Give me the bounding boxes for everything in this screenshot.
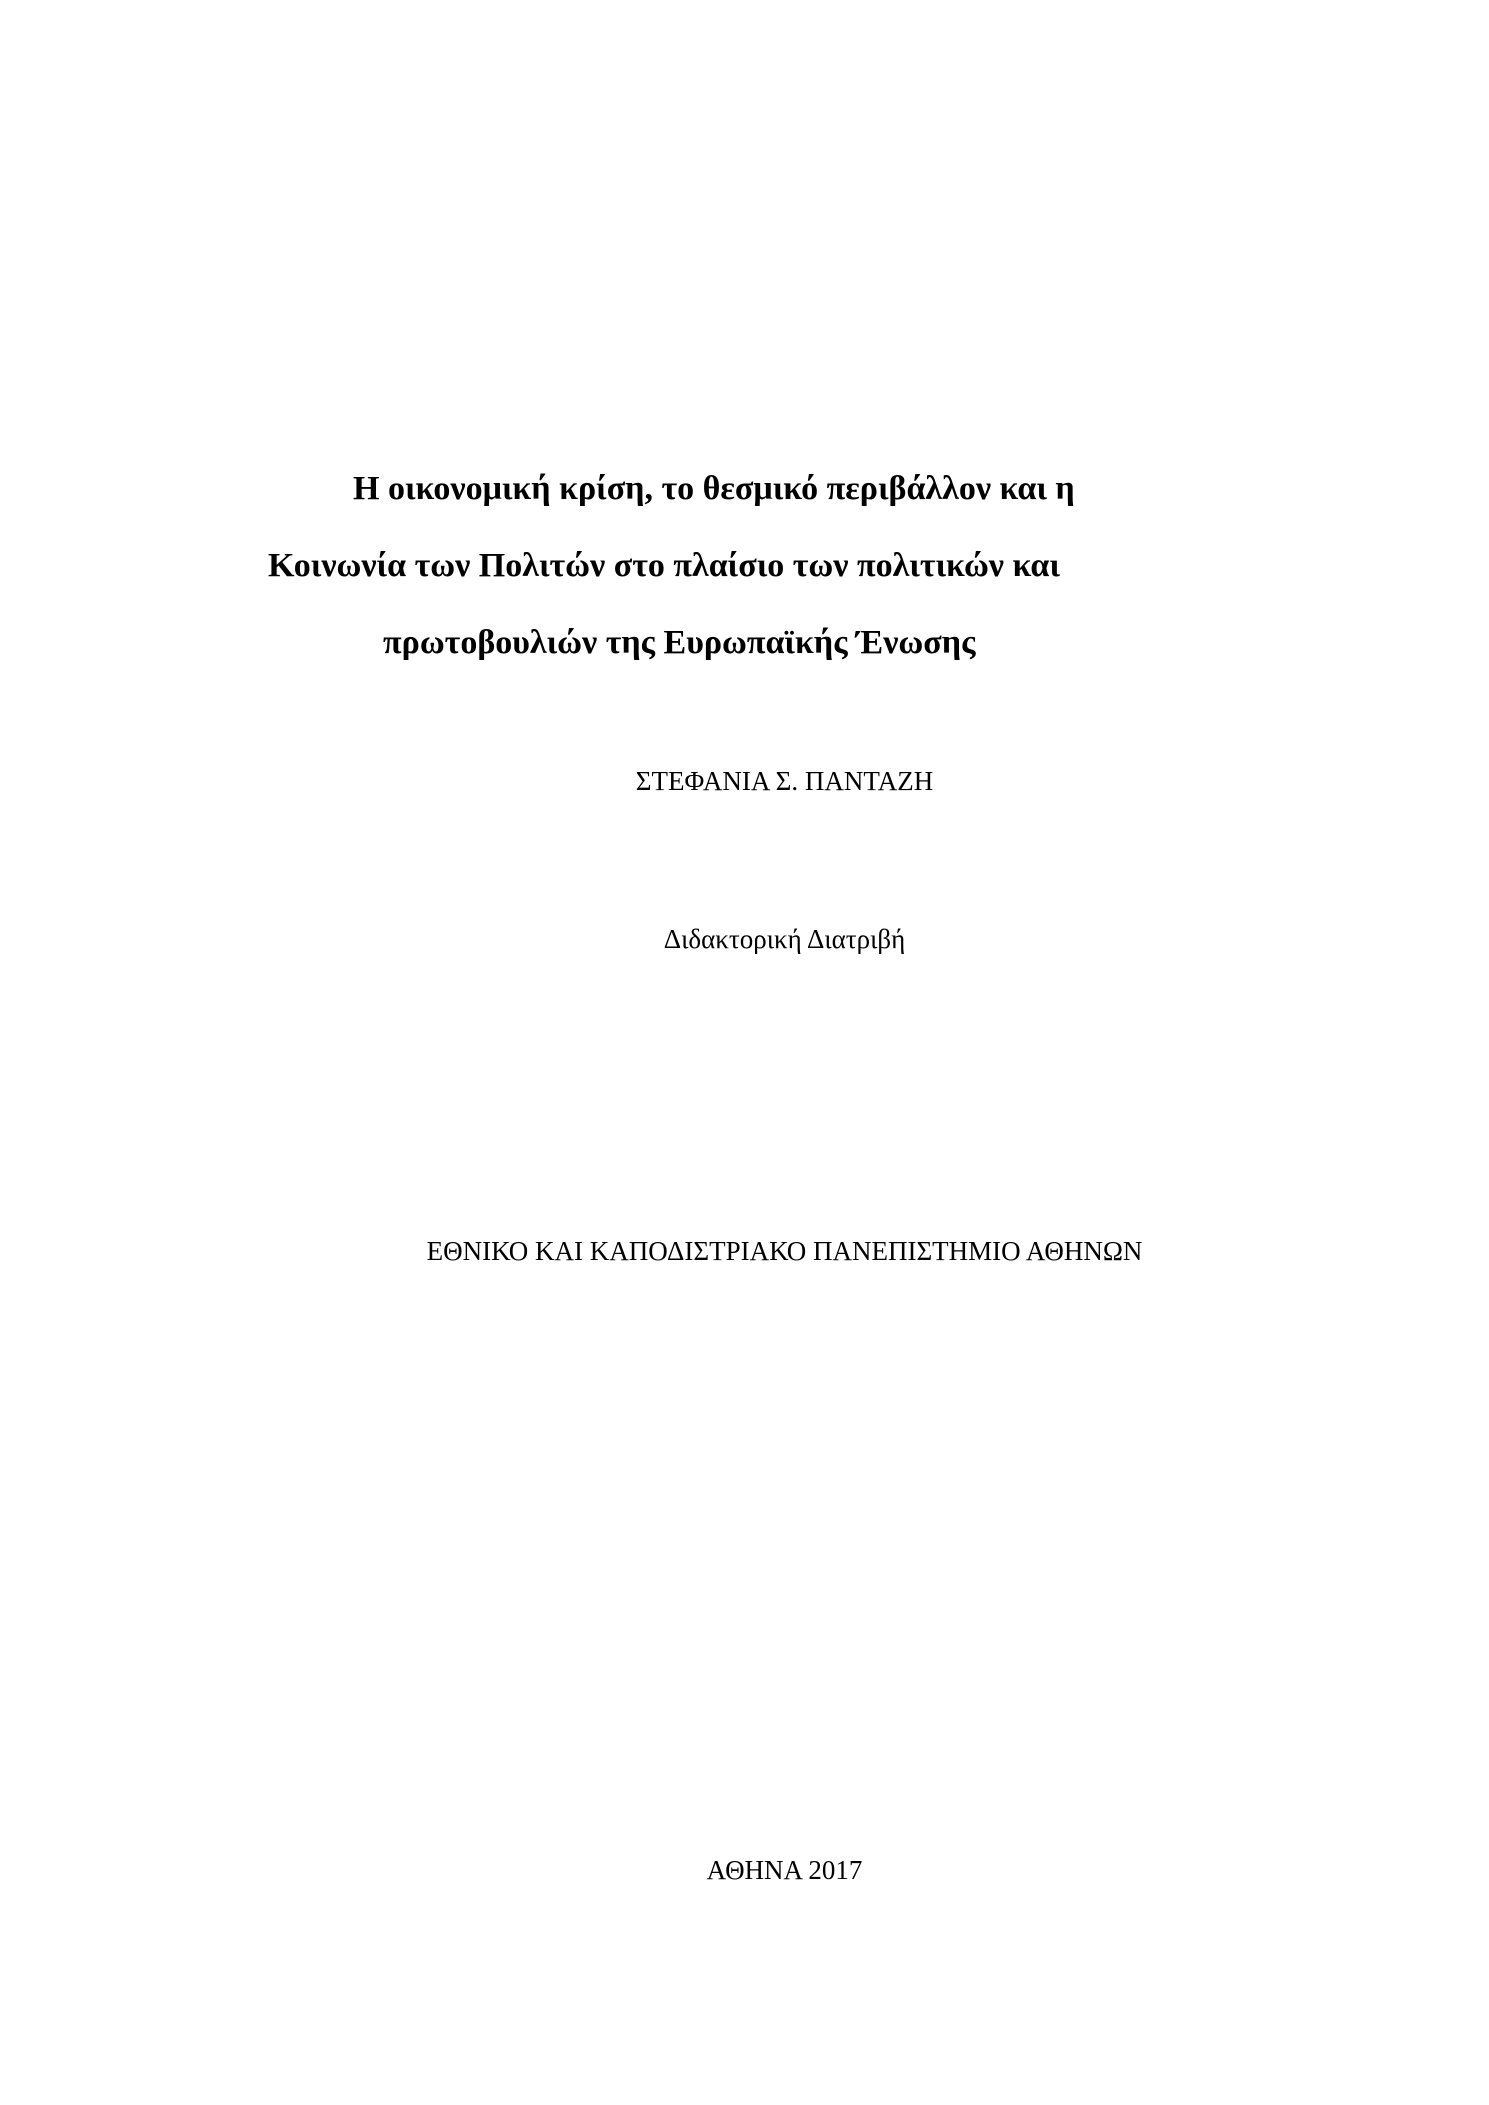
thesis-title-line-1: Η οικονομική κρίση, το θεσμικό περιβάλλον και η [353,470,1075,507]
author-name: ΣΤΕΦΑΝΙΑ Σ. ΠΑΝΤΑΖΗ [635,766,934,796]
thesis-title [268,450,1208,681]
university-name: ΕΘΝΙΚΟ ΚΑΙ ΚΑΠΟΔΙΣΤΡΙΑΚΟ ΠΑΝΕΠΙΣΤΗΜΙΟ ΑΘΗΝΩΝ [426,1236,1143,1266]
place-and-year: ΑΘΗΝΑ 2017 [706,1855,863,1885]
thesis-title-line-2: Κοινωνία των Πολιτών στο πλαίσιο των πολιτικών και [268,547,1060,584]
thesis-title-line-3: πρωτοβουλιών της Ευρωπαϊκής Ένωσης [383,624,976,661]
document-type: Διδακτορική Διατριβή [663,924,906,954]
